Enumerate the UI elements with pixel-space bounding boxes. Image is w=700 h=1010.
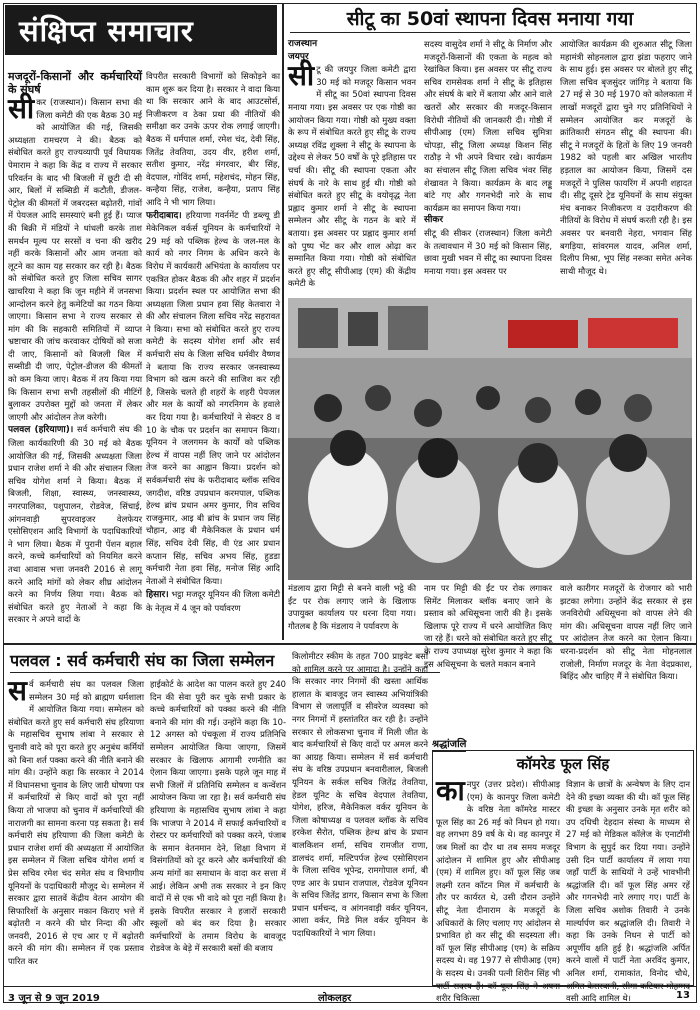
- lead-col-3: [560, 38, 692, 296]
- palwal-body-1: र्व कर्मचारी संघ का पलवल जिला सम्मेलन 30 मई को ब्राह्मण धर्मशाला में आयोजित किया गया। सम्मेलन को संबोधित करते हुए सर्व कर्मचारी संघ हरियाणा के महासचिव सुभाष लांबा ने सरकार से चुनावी वादे को पूरा करते हुए अनुबंध कर्मियों को बिना शर्त पक्का करने की नीति बनाने की मांग की। उन्होंने कहा कि सरकार ने 2014 में विधानसभा चुनाव के लिए जारी घोषणा पत्र में कर्मचारियों से किए वादों को पूरा नहीं किया तो भाजपा को चुनाव में कर्मचारियों की नाराजगी का सामना करना पड़ सकता है। सर्व कर्मचारी संघ हरियाणा की जिला कमेटी के प्रधान राजेश शर्मा की अध्यक्षता में आयोजित इस सम्मेलन में जिला सचिव योगेश शर्मा व प्रेस सचिव रमेश चंद समेत संघ व विभागीय यूनियनों के पदाधिकारी मौजूद थे। सम्मेलन में सरकार द्वारा सातवें केंद्रीय वेतन आयोग की सिफारिशों के अनुसार मकान किराए भत्ते में बढ़ोतरी न करने की घोर निन्दा की और जनवरी, 2016 से एच आर ए में बढ़ोतरी करने की मांग की। सम्मेलन में एक प्रस्ताव पारित कर: [8, 679, 144, 967]
- short-news-body-4: हरियाणा गवर्नमेंट पी डब्ल्यू डी मेकेनिकल वर्कर्स यूनियन के कर्मचारियों ने 29 मई को पब्लिक हेल्थ के जल-मल के कार्य को नगर निगम के अधिन करने के विरोध में कार्यकारी अभियंता के कार्यालय पर एकत्रित होकर बैठक की और शहर में प्रदर्शन किया। प्रदर्शन स्थल पर आयोजित सभा की अध्यक्षता जिला प्रधान हवा सिंह केतवारा ने की और संचालन जिला सचिव नरेंद्र सहरावत ने किया। सभा को संबोधित करते हुए राज्य कमेटी के सदस्य योगेश शर्मा और सर्व कर्मचारी संघ के जिला सचिव धर्मवीर वैष्णव ने बताया कि राज्य सरकार जनस्वास्थ्य विभाग को खत्म करने की साजिश कर रही है, जिसके चलते ही शहरों के शहरी पेयजल और मल के कार्यों को नगरनिगम के हवाले कर दिया गया है। कर्मचारियों ने सेक्टर 8 व 10 के चौक पर प्रदर्शन का समापन किया। यूनियन ने जलगमन के कार्यों को पब्लिक हेल्थ में वापस नहीं लिए जाने पर आंदोलन तेज करने का आह्वान किया। प्रदर्शन को सर्वकर्मचारी संघ के फरीदाबाद ब्लॉक सचिव जगदीश, वरिष्ठ उपप्रधान करमपाल, पब्लिक हेल्थ ब्रांच प्रधान अमर कुमार, गिव सचिव राजकुमार, आइ बी ब्रांच के प्रधान जय सिंह चौहान, आइ बी मैकेनिकल के प्रधान धर्म सिंह, सचिव देवी सिंह, वी एंड आर प्रधान कप्तान सिंह, सचिव अभय सिंह, हुडडा कर्मचारी नेता हवा सिंह, मनोज सिंह आदि नेताओं ने संबोधित किया।: [146, 209, 280, 586]
- lead-body-1: टू की जयपुर जिला कमेटी द्वारा 30 मई को मजदूर किसान भवन में सीटू का 50वां स्थापना दिवस मनाया गया। इस अवसर पर एक गोष्ठी का आयोजन किया गया। गोष्ठी को मुख्य वक्ता के रूप में संबोधित करते हुए सीटू के राज्य अध्यक्ष रविंद्र शुक्ला ने सीटू के स्थापना के उद्देश्य से लेकर 50 वर्षों के पूरे इतिहास पर चर्चा की। सीटू की स्थापना एकता और संघर्ष के नारे के साथ हुई थी। गोष्ठी को संबोधित करते हुए सीटू के वयोवृद्ध नेता प्रह्लाद कुमार शर्मा ने सीटू के स्थापना सम्मेलन और सीटू के गठन के बारे में बताया। इस अवसर पर प्रह्लाद कुमार शर्मा को पुष्प भेंट कर और शाल ओढ़ा कर सम्मानित किया गया। गोष्ठी को संबोधित करते हुए सीटू सीपीआइ (एम) की केंद्रीय कमेटी के: [288, 64, 417, 289]
- palwal-col-1: [8, 674, 144, 984]
- lead-headline: सीटू का 50वां स्थापना दिवस मनाया गया: [290, 6, 690, 33]
- drop-cap: स: [8, 674, 27, 707]
- short-news-body-5: भट्ठा मजदूर यूनियन की जिला कमेटी के नेतृत्व में 4 जून को पर्यावरण: [146, 589, 280, 613]
- lead-bottom-col-1: [288, 582, 416, 640]
- obituary-body-2: विज्ञान के छात्रों के अन्वेषण के लिए दान देने की इच्छा व्यक्त की थी। कॉ फूल सिंह की इच्छा के अनुसार उनके मृत शरीर को उप दधिची देहदान संस्था के माध्यम से 27 मई को मेडिकल कॉलेज के एनाटॉमी विभाग के सुपुर्द कर दिया गया। उन्होंने उसी दिन पार्टी कार्यालय में लाया गया जहाँ पार्टी के साथियों ने उन्हें भावभीनी श्रद्धांजलि दी। कॉ फूल सिंह अमर रहें और गगनभेदी नारे लगाए गए। पार्टी के जिला सचिव अशोक तिवारी ने उनके मार्ल्यार्पण कर श्रद्धांजलि दी। तिवारी ने कहा कि उनके निधन से पार्टी को अपूर्णीय क्षति हुई है। श्रद्धांजलि अर्पित करने वालों में पार्टी नेता अरविंद कुमार, अनिल शर्मा, रामाकांत, विनोद चौधे, वसी आदि शामिल थे।: [566, 779, 690, 1004]
- footer-rule: [4, 986, 696, 987]
- footer-paper-name: लोकलहर: [318, 993, 352, 1004]
- masthead-text: संक्षिप्त समाचार: [19, 13, 194, 48]
- palwal-headline: पलवल : सर्व कर्मचारी संघ का जिला सम्मेलन: [10, 650, 440, 673]
- obituary-col-1: [436, 774, 560, 1004]
- dateline: हिसार।: [146, 590, 169, 601]
- column-rule: [282, 4, 284, 640]
- lead-col-1: [288, 38, 416, 296]
- palwal-col-2: [150, 678, 286, 984]
- lead-body-2: सदस्य वासुदेव शर्मा ने सीटू के निर्माण और मजदूरों-किसानों की एकता के महत्व को रेखांकित किया। इस अवसर पर सीटू राज्य सचिव रामसेवक शर्मा ने सीटू के इतिहास और संघर्ष के बारे में बताया और आने वाले खतरों और सरकार की मजदूर-किसान विरोधी नीतियों की जानकारी दी। गोष्ठी में सीपीआइ (एम) जिला सचिव सुमित्रा चोपड़ा, सीटू जिला अध्यक्ष किशन सिंह राठौड़ ने भी अपने विचार रखे। कार्यक्रम का संचालन सीटू जिला सचिव भंवर सिंह शेखावत ने किया। कार्यक्रम के बाद लड्डू बांटे गए और गगनभेदी नारे के साथ कार्यक्रम का समापन किया गया।: [424, 39, 552, 213]
- lead-body-7: वाले कारीगर मजदूरों के रोजगार को भारी झटका लगेगा। उन्होंने केंद्र सरकार से इस जनविरोधी अधिसूचना को वापस लेने की मांग की। अधिसूचना वापस नहीं लिए जाने पर आंदोलन तेज करने का ऐलान किया। धरना-प्रदर्शन को सीटू नेता मोहनलाल राजोली, निर्माण मजदूर के नेता वेदप्रकाश, बिहिंद और चाहिए मैं ने संबोधित किया।: [560, 583, 692, 682]
- palwal-body-3: किलोमीटर स्कीम के तहत 700 प्राइवेट बसों को शामिल करने पर आमादा है। उन्होंने कहा कि सरकार नगर निगमों की खस्ता आर्थिक हालात के बावजूद जन स्वास्थ्य अभियांत्रिकी विभाग से जलापूर्ति व सीवरेज व्यवस्था को नगर निगमों में हस्तांतरित कर रही है। उन्होंने सरकार से लोकसभा चुनाव में मिली जीत के बाद कर्मचारियों से किए वादों पर अमल करने का आग्रह किया। सम्मेलन में सर्व कर्मचारी संघ के वरिष्ठ उपप्रधान बनवारीलाल, बिजली यूनियन के सर्कल सचिव जितेंद्र तेवतिया, हेडल यूनिट के सचिव वेदपाल तेवतिया, योगेश, हरिज, मैकेनिकल वर्कर यूनियन के जिला कोषाध्यक्ष व पलवल ब्लॉक के सचिव हरकेश सैरोत, पब्लिक हेल्थ ब्रांच के प्रधान बालकिशन शर्मा, सचिव रामजीत राणा, डालचंद शर्मा, मल्टिपर्पज हेल्थ एसोसिएशन के जिला सचिव भूपेन्द्र, रामगोपाल शर्मा, बी एण्ड आर के प्रधान राजपाल, रोडवेज यूनियन के सचिव जितेंद्र डागर, किसान सभा के जिला प्रधान धर्मचन्द, व आंगनवाड़ी वर्कर यूनियन, आशा वर्कर, मिडे मिल वर्कर यूनियन के पदाधिकारियों ने भाग लिया।: [292, 651, 428, 939]
- masthead: [5, 5, 277, 55]
- lead-body-4: आयोजित कार्यक्रम की शुरुआत सीटू जिला महामंत्री सोहनलाल द्वारा झंडा फहराए जाने के साथ हुई। इस अवसर पर बोलते हुए सीटू जिला सचिव बृजसुंदर जांगिड़ ने बताया कि 27 मई से 30 मई 1970 को कोलकाता में लाखों मजदूरों द्वारा चुने गए प्रतिनिधियों ने सम्मेलन आयोजित कर मजदूरों के क्रांतिकारी संगठन सीटू की स्थापना की। सीटू ने मजदूरों के हितों के लिए 19 जनवरी 1982 को पहली बार अखिल भारतीय हड़ताल का आयोजन किया, जिसमें दस मजदूरों ने पुलिस फायरिंग में अपनी शहादत दी। सीटू दूसरे ट्रेड यूनियनों के साथ संयुक्त मंच बनाकर निजीकरण व उदारीकरण की नीतियों के विरोध में संघर्ष करती रही है। इस अवसर पर बनवारी नेहरा, भगवान सिंह बगड़िया, सांवरमल यादव, अनिल शर्मा, दिलीप मिश्रा, भूप सिंह नरूका समेत अनेक साथी मौजूद थे।: [560, 39, 692, 276]
- page-number: 13: [676, 990, 690, 1001]
- drop-cap: का: [436, 774, 465, 807]
- short-news-col-1: [8, 70, 142, 642]
- dateline: पलवल (हरियाणा)।: [8, 425, 74, 436]
- short-news-body-1: कर (राजस्थान)। किसान सभा की जिला कमेटी की एक बैठक 30 मई को आयोजित की गई, जिसकी अध्यक्षता रामचरण ने की। बैठक को संबोधित करते हुए राज्यव्यापी पूर्व विधायक पेमाराम ने कहा कि केंद्र व राज्य में सरकार परिवर्तन के बाद भी बिजली में छूटी दी सी आर, बिलों में सब्सिडी में कटौती, डीजल-पेट्रोल की कीमतों में जबरदस्त बढ़ोतरी, गांवों में पेयजल आदि समस्याएं बनी हुई हैं। प्याज की बिक्री में मंडियों ने धांधली करके ताश समर्थन मूल्य पर सरसों व चना की खरीद नहीं करके किसानों और आम जनता को लूटने का काम यह सरकार कर रही है। बैठक को संबोधित करते हुए जिला सचिव सागर खाचरिया ने कहा कि जून महीने में जनसभा आन्दोलन करने हेतु कमेटियों का गठन किया जाएगा। किसान सभा ने राज्य सरकार से मांग की कि सहकारी समितियों में व्याप्त भ्रष्टाचार की जांच करवाकर दोषियों को सजा दी जाए, किसानों को बिजली बिल में सब्सीडी दी जाए, पेट्रोल-डीजल की कीमतों को कम किया जाए। बैठक में तय किया गया कि किसान सभा सभी तहसीलों की मीटिंगें बुलाकर उपरोक्त मुद्दों को जनता में लेकर जाएगी और आंदोलन तेज करेगी।: [8, 97, 142, 422]
- dateline: जयपुर: [288, 51, 309, 62]
- palwal-body-2: हाईकोर्ट के आदेश का पालन करते हुए 240 दिन की सेवा पूरी कर चुके सभी प्रकार के कच्चे कर्मचारियों को पक्का करने की नीति बनाने की मांग की गई। उन्होंने कहा कि 10-12 अगस्त को पंचकूला में राज्य प्रतिनिधि सम्मेलन आयोजित किया जाएगा, जिसमें सरकार के खिलाफ आगामी रणनीति का ऐलान किया जाएगा। इसके पहले जून माह में सभी जिलों में प्रतिनिधि सम्मेलन व कन्वेंशन आयोजन किया जा रहा है। सर्व कर्मचारी संघ हरियाणा के महासचिव सुभाष लांबा ने कहा कि भाजपा ने 2014 में सफाई कर्मचारियों व रोस्टर पर कर्मचारियों को पक्का करने, पंजाब के समान वेतनमान देने, शिक्षा विभाग में विसंगतियों को दूर करने और कर्मचारियों की अन्य मांगों का समाधान के वादा कर सत्ता में आई। लेकिन अभी तक सरकार ने इन किए वादों में से एक भी वादे को पूरा नहीं किया है। इसके विपरीत सरकार ने हजारों सरकारी स्कूलों को बंद कर दिया है। सरकार कर्मचारियों के तमाम विरोध के बावजूद रोडवेज के बेड़े में सरकारी बसों की बजाय: [150, 679, 286, 954]
- short-news-body-2: सर्व कर्मचारी संघ की जिला कार्यकारिणी की 30 मई को बैठक आयोजित की गई, जिसकी अध्यक्षता जिला प्रधान राजेश शर्मा ने की और संचालन जिला सचिव योगेश शर्मा ने किया। बैठक में बिजली, शिक्षा, स्वास्थ्य, जनस्वास्थ्य, नगरपालिका, पशुपालन, रोडवेज, सिंचाई, आंगनवाड़ी सुपरवाइजर वेलफेयर एसोसिएशन आदि विभागों के पदाधिकारियों ने भाग लिया। बैठक में पुरानी पेंशन बहाल करने, कच्चे कर्मचारियों को नियमित करने तथा आवास भत्ता जनवरी 2016 से लागू करने आदि मांगों को लेकर शीघ्र आंदोलन करने का निर्णय लिया गया। बैठक को संबोधित करते हुए नेताओं ने कहा कि सरकार ने अपने वादों के: [8, 424, 142, 625]
- dateline: राजस्थान: [288, 39, 318, 49]
- lead-body-5: मंडलाय द्वारा मिट्टी से बनने वाली भट्ठे की ईंट पर रोक लगाए जाने के खिलाफ उपायुक्त कार्यालय पर धरना दिया गया। गौतलब है कि मंडलाय ने पर्यावरण के: [288, 583, 416, 631]
- short-news-subhead: मजदूरों-किसानों और कर्मचारियों के संघर्ष: [8, 70, 142, 96]
- drop-cap: सी: [8, 92, 35, 125]
- footer-date: 3 जून से 9 जून 2019: [8, 993, 100, 1004]
- short-news-col-2: [146, 70, 280, 642]
- lead-col-2: [424, 38, 552, 296]
- lead-bottom-col-2: [424, 582, 552, 669]
- palwal-col-3: [292, 650, 428, 984]
- section-divider: [4, 643, 696, 645]
- lead-bottom-col-3: [560, 582, 692, 682]
- meeting-photo: [288, 298, 692, 580]
- obituary-body-1: नपुर (उत्तर प्रदेश)। सीपीआइ (एम) के कानपुर जिला कमेटी के वरिष्ठ नेता कॉमरेड मास्टर फूल सिंह का 26 मई को निधन हो गया। वह लगभग 89 वर्ष के थे। वह कानपुर में जब मिलों का दौर था तब समय मजदूर आंदोलन में शामिल हुए और सीपीआइ (एम) में शामिल हुए। कॉ फूल सिंह जब लक्ष्मी रतन कॉटन मिल में कर्मचारी के तौर पर कार्यरत थे, उसी दौरान उन्होंने सीटू नेता दीनाराम के मजदूरों के अधिकारों के लिए चलाए गए आंदोलन से प्रभावित हो कर सीटू की सदस्यता ली। कॉ फूल सिंह सीपीआइ (एम) के सक्रिय सदस्य थे। वह 1977 से सीपीआइ (एम) के सदस्य थे। उनकी पत्नी शिरीन सिंह भी शरीर चिकित्सा: [436, 779, 560, 1004]
- short-news-body-3: विपरीत सरकारी विभागों को सिकोड़ने का काम शुरू कर दिया है। सरकार ने वादा किया था कि सरकार आने के बाद आउटसोर्स, निजीकरण व ठेका प्रथा की नीतियों की समीक्षा कर उनके ऊपर रोक लगाई जाएगी। बैठक में धर्मपाल शर्मा, रमेश चंद, देवी सिंह, जितेंद्र तेवतिया, उदय वीर, हरीश शर्मा, सतीश कुमार, नरेंद्र मंगरवार, बीर सिंह, वेदपाल, गोविंद शर्मा, महेशचंद, मोहन सिंह, कन्हैया सिंह, राजेश, कन्हैया, प्रताप सिंह आदि ने भी भाग लिया।: [146, 71, 280, 207]
- meeting-photo-graphic: [288, 298, 692, 580]
- dateline: फरीदाबाद।: [146, 210, 182, 221]
- obituary-tag: श्रद्धांजलि: [432, 736, 466, 752]
- obituary-headline: कॉमरेड फूल सिंह: [516, 755, 610, 773]
- lead-body-3: सीटू की सीकर (राजस्थान) जिला कमेटी के तत्वावधान में 30 मई को किसान सिंह, छावा मुखी भवन में सीटू का स्थापना दिवस मनाया गया। इस अवसर पर: [424, 227, 552, 276]
- drop-cap: सी: [288, 59, 315, 93]
- lead-body-6: नाम पर मिट्टी की ईंट पर रोक लगाकर सिमेंट मिलाकर ब्लॉक बनाए जाने के प्रस्ताव को अधिसूचना जारी की है। इसके खिलाफ पूरे राज्य में धरने आयोजित किए जा रहे हैं। धरने को संबोधित करते हुए सीटू के राज्य उपाध्यक्ष सुरेश कुमार ने कहा कि इस अधिसूचना के चलते मकान बनाने: [424, 583, 552, 669]
- dateline: सीकर: [424, 215, 444, 226]
